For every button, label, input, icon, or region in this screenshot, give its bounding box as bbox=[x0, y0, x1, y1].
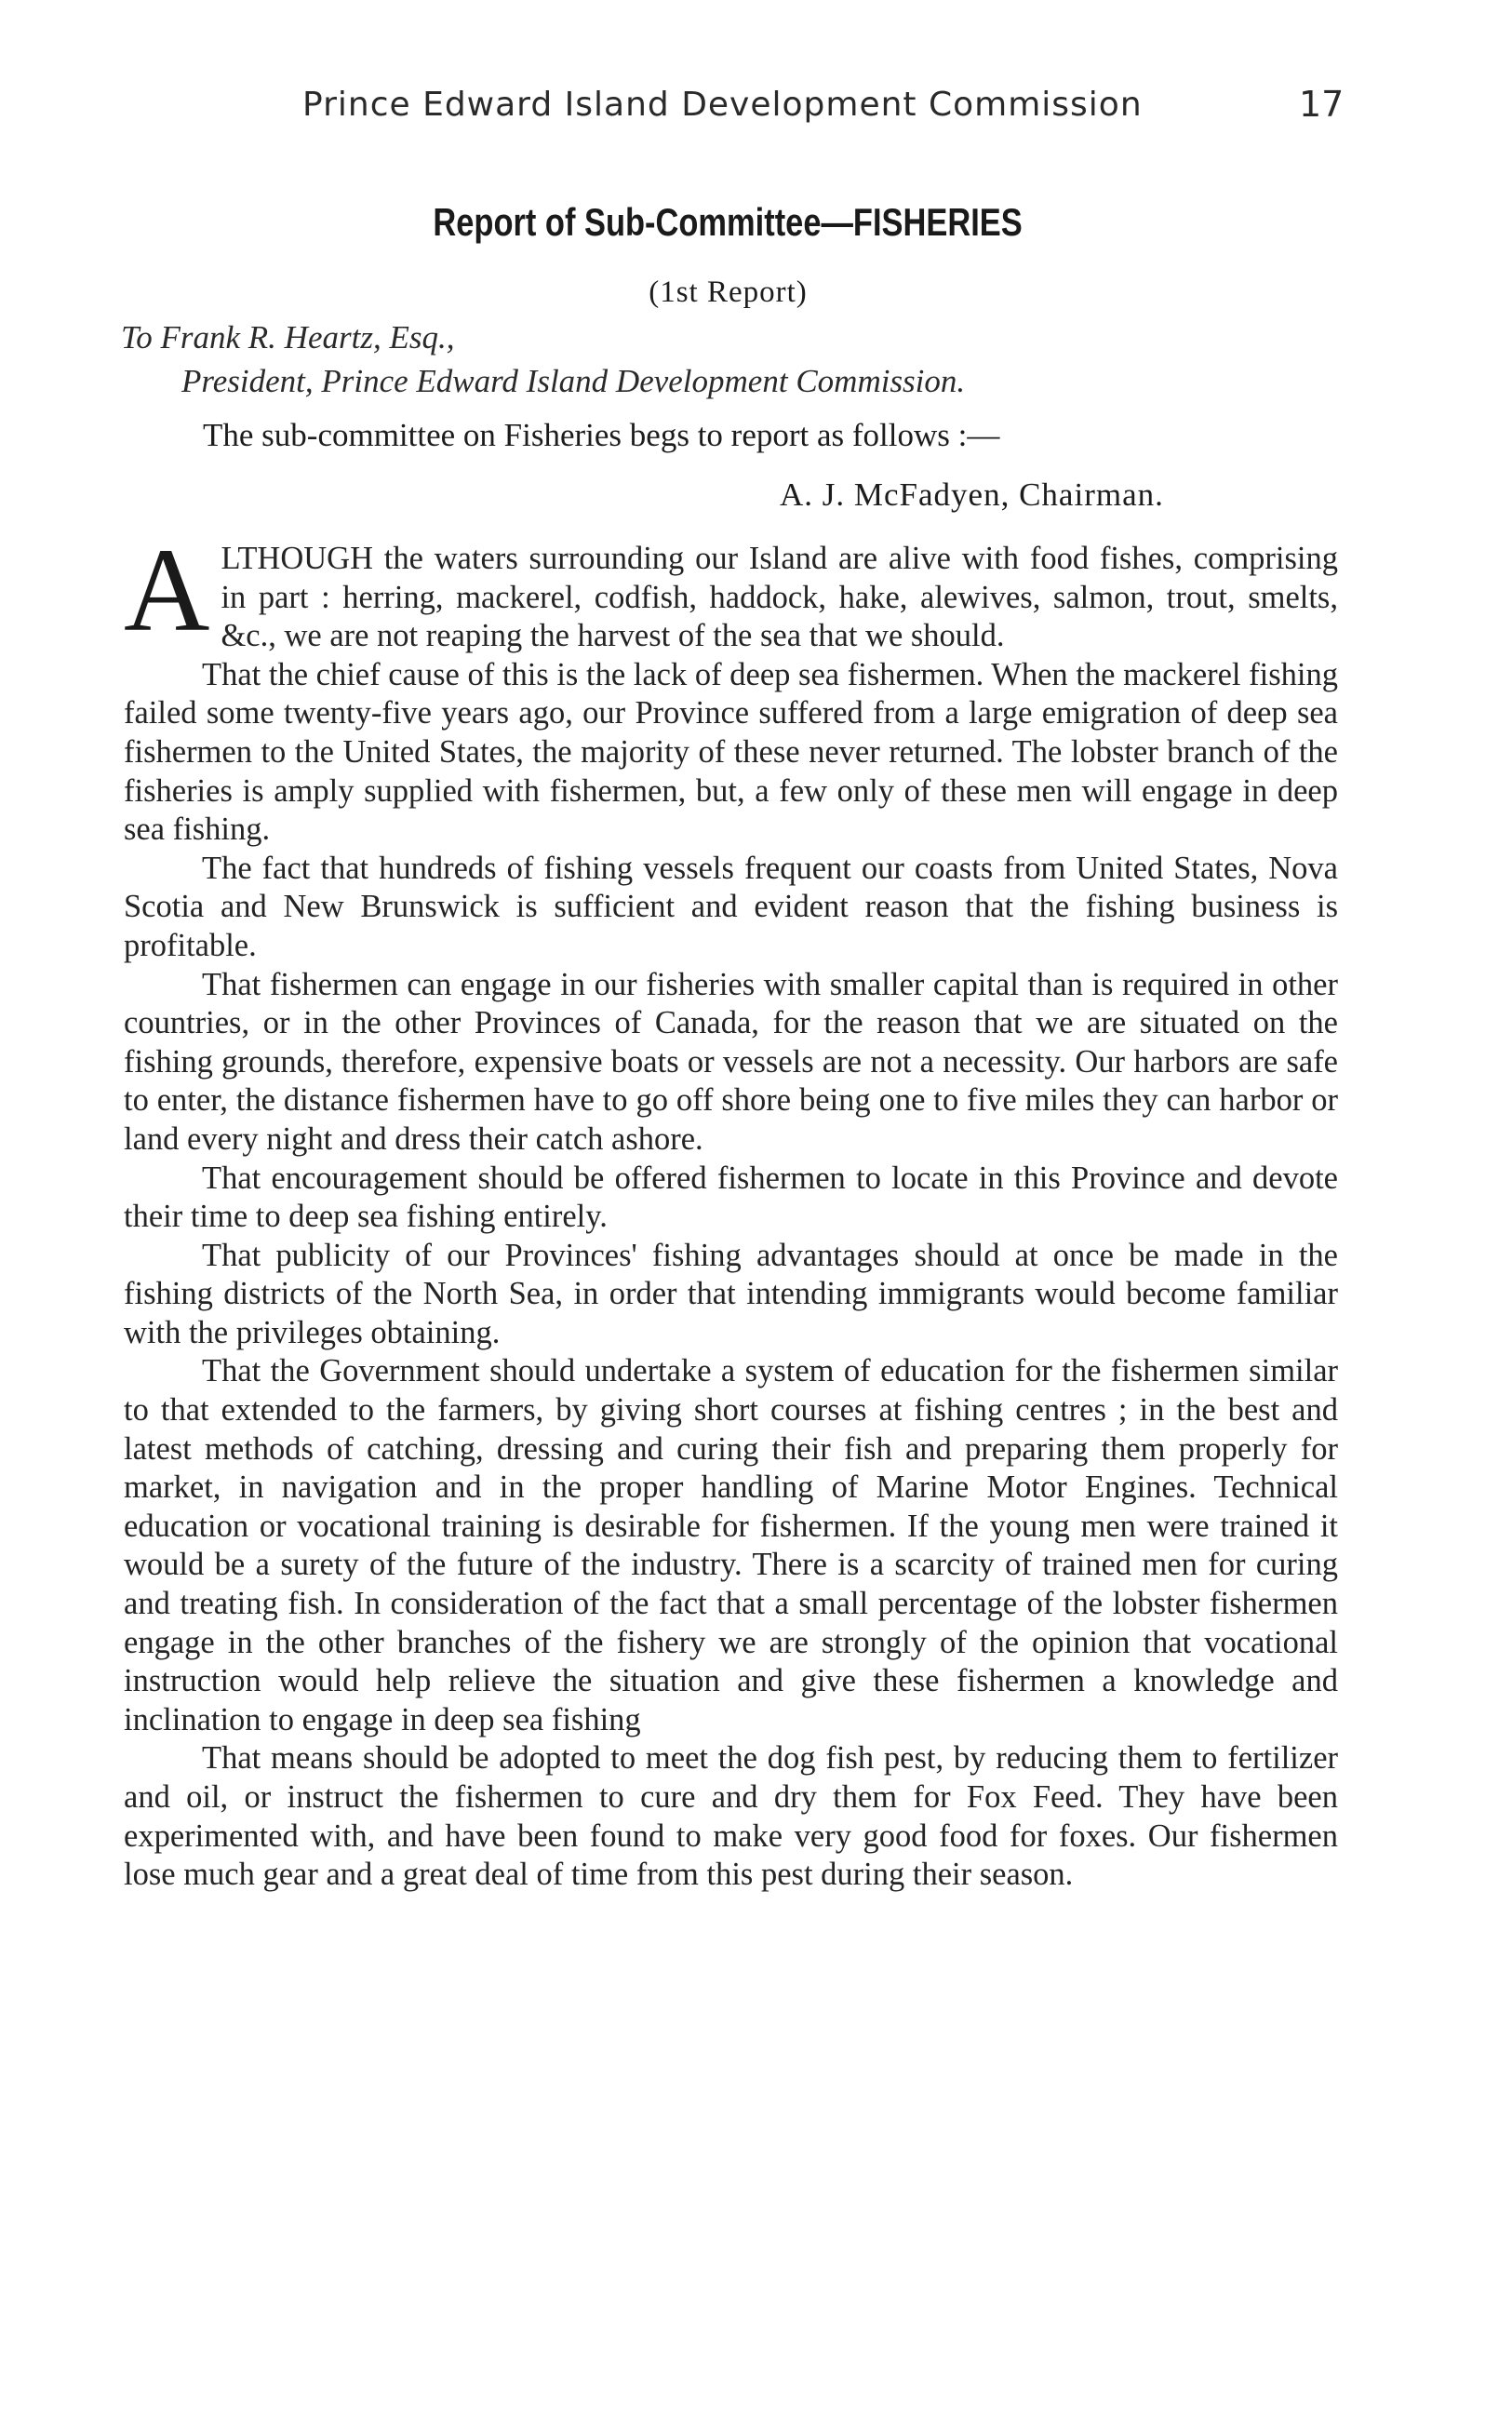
addressee-line-1: To Frank R. Heartz, Esq., bbox=[121, 319, 455, 355]
report-subtitle: (1st Report) bbox=[649, 275, 808, 309]
paragraph-7: That the Government should undertake a system of education for the fishermen similar to that extended to the farmers, by giving short courses at fishing centres ; in the best and latest methods of catching, dressing and curing their fish and preparing them properly for market, in navigation and in the proper handling of Marine Motor Engines. Technical education or vocational training is desirable for fishermen. If the young men were trained it would be a surety of the future of the industry. There is a scarcity of trained men for curing and treating fish. In consideration of the fact that a small percentage of the lobster fishermen engage in the other branches of the fishery we are strongly of the opinion that vocational instruction would help relieve the situation and give these fishermen a knowledge and inclination to engage in deep sea fishing bbox=[124, 1353, 1338, 1737]
paragraph-2: That the chief cause of this is the lack of deep sea fishermen. When the mackerel fishing failed some twenty-five years ago, our Province suffered from a large emigration of deep sea fishermen to the United States, the majority of these never returned. The lobster branch of the fisheries is amply supplied with fishermen, but, a few only of these men will engage in deep sea fishing. bbox=[124, 656, 1338, 848]
running-head: Prince Edward Island Development Commission bbox=[302, 86, 1143, 124]
report-body bbox=[124, 524, 1338, 1895]
paragraph-6: That publicity of our Provinces' fishing advantages should at once be made in the fishing districts of the North Sea, in order that intending immigrants would become familiar with the privileges obtaining. bbox=[124, 1237, 1338, 1350]
intro-line: The sub-committee on Fisheries begs to report as follows :— bbox=[203, 417, 1000, 453]
paragraph-5: That encouragement should be offered fishermen to locate in this Province and devote their time to deep sea fishing entirely. bbox=[124, 1160, 1338, 1235]
report-title: Report of Sub-Committee—FISHERIES bbox=[433, 200, 1023, 244]
paragraph-1-text: LTHOUGH the waters surrounding our Island are alive with food fishes, comprising in part : herring, mackerel, codfish, haddock, hake, alewives, salmon, trout, smelts, &c., we are not reaping the harvest of the sea that we should. bbox=[221, 541, 1338, 654]
drop-cap: A bbox=[124, 524, 210, 656]
paragraph-4: That fishermen can engage in our fisheries with smaller capital than is required in other countries, or in the other Provinces of Canada, for the reason that we are situated on the fishing grounds, therefore, expensive boats or vessels are not a necessity. Our harbors are safe to enter, the distance fishermen have to go off shore being one to five miles they can harbor or land every night and dress their catch ashore. bbox=[124, 966, 1338, 1157]
paragraph-1 bbox=[124, 524, 1338, 656]
signature: A. J. McFadyen, Chairman. bbox=[780, 476, 1164, 513]
paragraph-3: The fact that hundreds of fishing vessels frequent our coasts from United States, Nova Scotia and New Brunswick is sufficient and evident reason that the fishing business is profitable. bbox=[124, 850, 1338, 963]
paragraph-8: That means should be adopted to meet the dog fish pest, by reducing them to fertilizer and oil, or instruct the fishermen to cure and dry them for Fox Feed. They have been experimented with, and have been found to make very good food for foxes. Our fishermen lose much gear and a great deal of time from this pest during their season. bbox=[124, 1740, 1338, 1893]
addressee-line-2: President, Prince Edward Island Development Commission. bbox=[181, 363, 966, 399]
page-number: 17 bbox=[1299, 84, 1345, 125]
